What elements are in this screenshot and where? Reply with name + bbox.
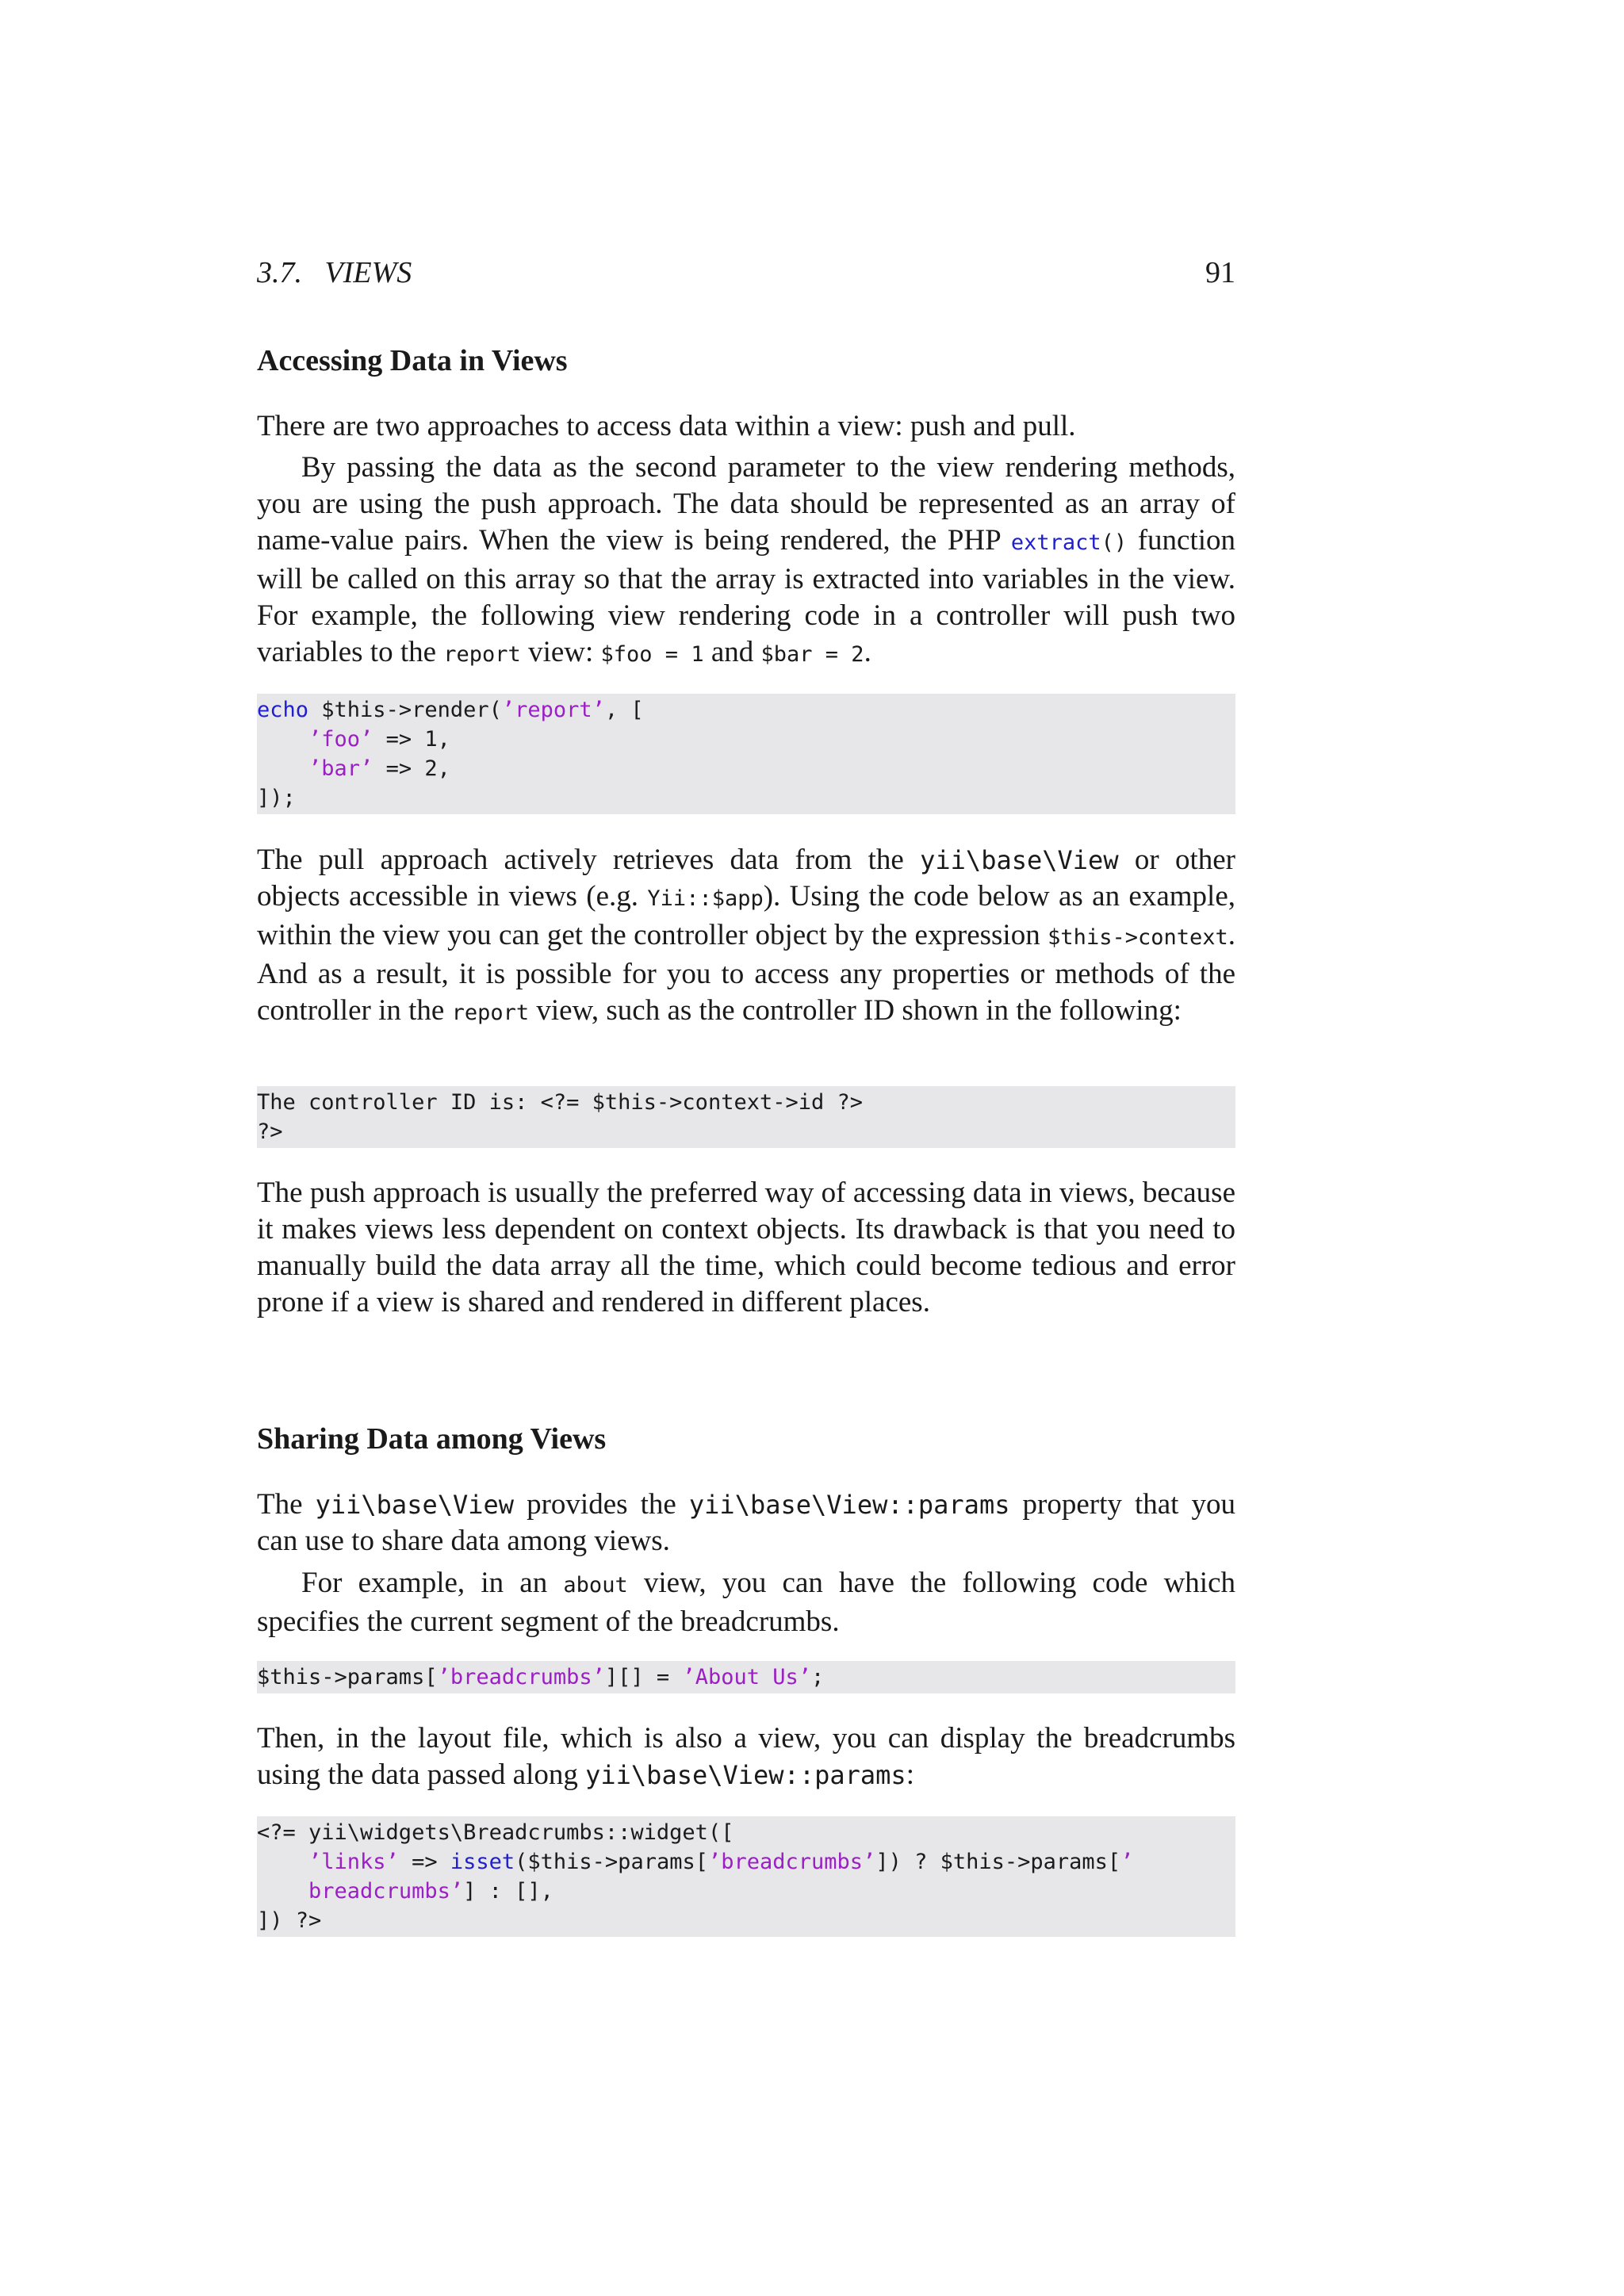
inline-code-extract: extract	[1010, 530, 1101, 555]
code-line: ]) ?>	[257, 1908, 322, 1933]
code-line: <?= yii\widgets\Breadcrumbs::widget([	[257, 1820, 734, 1845]
code-line: ’links’ => isset($this->params[’breadcrumbs’]) ? $this->params[’	[308, 1850, 1134, 1874]
paragraph-push-approach: By passing the data as the second parameter to the view rendering methods, you are using the push approach. The data should be represented as an array of name-value pairs. When the view is being rendered, the PHP extract() function will be called on this array so that the array is extracted into variables in the view. For example, the following view rendering code in a controller will push two variables to the report view: $foo = 1 and $bar = 2.	[257, 451, 1235, 668]
inline-code-report: report	[443, 642, 521, 667]
paragraph-params-property: The yii\base\View provides the yii\base\View::params property that you can use to share data among views.	[257, 1488, 1236, 1557]
code-line: ’foo’ => 1,	[308, 727, 450, 752]
paragraph-pull-approach: The pull approach actively retrieves data from the yii\base\View or other objects accessible in views (e.g. Yii::$app). Using the code below as an example, within the view you can get the controller object by the expression $this->context. And as a result, it is possible for you to access any properties or methods of the controller in the report view, such as the controller ID shown in the following:	[257, 844, 1236, 1027]
inline-code-view-params: yii\base\View::params	[688, 1490, 1010, 1520]
code-line: $this->params[’breadcrumbs’][] = ’About Us’;	[257, 1665, 825, 1689]
code-line: The controller ID is: <?= $this->context->id ?>	[257, 1090, 864, 1115]
code-line: ’bar’ => 2,	[308, 756, 450, 781]
paragraph-intro: There are two approaches to access data within a view: push and pull.	[257, 410, 1076, 442]
inline-code-view-params: yii\base\View::params	[585, 1760, 906, 1790]
code-line: ]);	[257, 786, 296, 810]
paragraph-layout-file: Then, in the layout file, which is also a view, you can display the breadcrumbs using the data passed along yii\base\View::params:	[257, 1722, 1235, 1791]
page-number: 91	[1205, 256, 1235, 289]
code-line: breadcrumbs’] : [],	[308, 1879, 553, 1904]
section-title-sharing-data: Sharing Data among Views	[257, 1422, 607, 1456]
code-block-controller-id	[257, 1086, 1235, 1148]
code-line: ?>	[257, 1119, 283, 1144]
paragraph-push-preferred: The push approach is usually the preferred way of accessing data in views, because it makes views less dependent on context objects. Its drawback is that you need to manually build the data array all the time, which could become tedious and error prone if a view is shared and rendered in different places.	[257, 1177, 1235, 1318]
section-heading: 3.7. VIEWS	[257, 256, 412, 289]
inline-code-report: report	[451, 1001, 530, 1025]
section-title-accessing-data: Accessing Data in Views	[257, 344, 568, 377]
paragraph-about-view: For example, in an about view, you can have the following code which specifies the current segment of the breadcrumbs.	[257, 1567, 1235, 1638]
inline-code-view-class: yii\base\View	[315, 1490, 515, 1520]
running-header	[257, 255, 1235, 303]
inline-code-bar: $bar = 2	[760, 642, 864, 667]
code-block-breadcrumbs-widget	[257, 1816, 1235, 1937]
inline-code-about: about	[563, 1573, 628, 1598]
inline-code-yii-app: Yii::$app	[647, 886, 764, 911]
inline-code-context: $this->context	[1048, 925, 1228, 950]
code-line: echo $this->render(’report’, [	[257, 698, 644, 722]
code-block-render	[257, 694, 1235, 814]
inline-code-foo: $foo = 1	[600, 642, 704, 667]
inline-code-view-class: yii\base\View	[920, 845, 1119, 875]
code-block-breadcrumbs-param	[257, 1661, 1235, 1693]
